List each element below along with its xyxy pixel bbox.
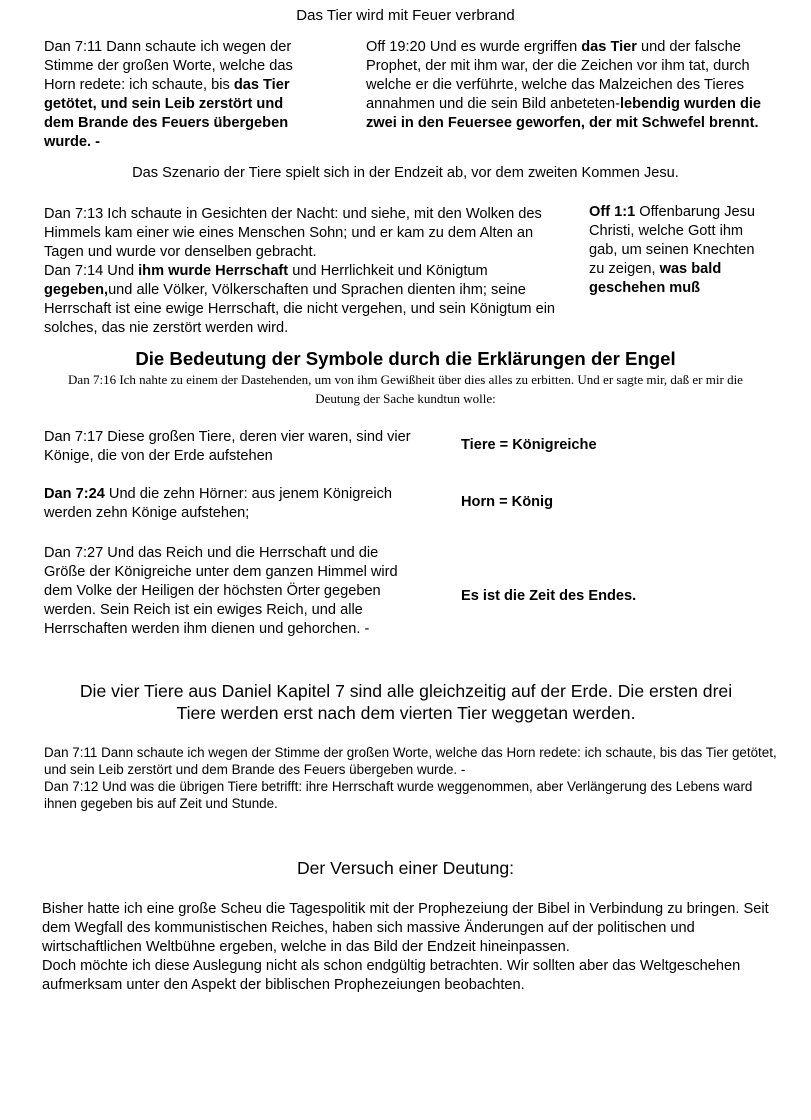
verse-off-1-1 — [589, 203, 757, 298]
symbol-meaning-2 — [461, 493, 553, 512]
verse-text: Und die zehn Hörner: aus jenem Königreich werden zehn Könige aufstehen; — [44, 486, 393, 521]
verse-ref: Off 19:20 — [366, 39, 426, 55]
verse-text: Und es wurde ergriffen — [425, 39, 582, 55]
verse-text: Dann schaute ich wegen der Stimme der großen Worte, welche das Horn redete: ich schaute, bis — [44, 39, 293, 93]
verse-text: Diese großen Tiere, deren vier waren, sind vier Könige, die von der Erde aufstehen — [44, 429, 411, 464]
verse-bold-text: was bald geschehen muß — [589, 261, 722, 296]
verse-ref: Dan 7:11 — [44, 39, 103, 55]
verse-ref: Dan 7:24 — [44, 486, 105, 502]
verse-dan-7-14 — [44, 262, 570, 338]
verse-bold-text: ihm wurde Herrschaft — [138, 263, 289, 279]
symbol-meaning-1 — [461, 436, 597, 455]
verse-dan-7-11 — [44, 38, 306, 152]
deutung-paragraph-1: Bisher hatte ich eine große Scheu die Tagespolitik mit der Prophezeiung der Bibel in Verbindung zu bringen. Seit dem Wegfall des kommunistischen Reiches, haben sich massive Änderungen auf der politischen und wirtschaftlichen Weltbühne ergeben, welche in das Bild der Endzeit hineinpassen. — [42, 901, 769, 955]
meaning-text: Horn = König — [461, 494, 554, 510]
symbol-meaning-3 — [461, 587, 636, 606]
symbol-verse-1 — [44, 428, 412, 466]
meaning-text: Tiere = Königreiche — [461, 437, 597, 453]
verse-dan-7-13-14 — [44, 205, 570, 338]
top-title: Das Tier wird mit Feuer verbrand — [296, 7, 515, 24]
verse-text: und Herrlichkeit und Königtum — [288, 263, 488, 279]
verse-dan-7-11-repeat: Dan 7:11 Dann schaute ich wegen der Stimme der großen Worte, welche das Horn redete: ich schaute, bis das Tier getötet, und sein Leib zerstört und dem Brande des Feuers übergeben wurde. - — [44, 745, 777, 777]
verse-off-19-20 — [366, 38, 762, 133]
symbols-heading: Die Bedeutung der Symbole durch die Erklärungen der Engel — [135, 348, 676, 369]
deutung-paragraph-2: Doch möchte ich diese Auslegung nicht als schon endgültig betrachten. Wir sollten aber das Weltgeschehen aufmerksam unter den Aspekt der biblischen Prophezeiungen beobachten. — [42, 958, 741, 993]
verse-bold-text: gegeben, — [44, 282, 109, 298]
symbol-verse-3 — [44, 544, 419, 639]
verse-text: Dan 7:14 Und — [44, 263, 139, 279]
verse-ref: Dan 7:27 — [44, 545, 104, 561]
four-beasts-statement: Die vier Tiere aus Daniel Kapitel 7 sind alle gleichzeitig auf der Erde. Die ersten drei Tiere werden erst nach dem vierten Tier weggetan werden. — [79, 681, 733, 723]
verse-ref: Off 1:1 — [589, 204, 636, 220]
verse-text: Und das Reich und die Herrschaft und die Größe der Königreiche unter dem ganzen Himmel wird dem Volke der Heiligen der höchsten Örter gegeben werden. Sein Reich ist ein ewiges Reich, und alle Herrschaften werden ihm dienen und gehorchen. - — [44, 545, 398, 637]
szenario-line: Das Szenario der Tiere spielt sich in der Endzeit ab, vor dem zweiten Kommen Jesu. — [132, 165, 679, 181]
deutung-text — [42, 900, 770, 995]
verse-dan-7-13: Dan 7:13 Ich schaute in Gesichten der Nacht: und siehe, mit den Wolken des Himmels kam einer wie eines Menschen Sohn; und er kam zu dem Alten an Tagen und wurde vor denselben gebracht. — [44, 206, 542, 260]
deutung-heading: Der Versuch einer Deutung: — [296, 858, 515, 878]
verse-text: Offenbarung Jesu Christi, welche Gott ihm gab, um seinen Knechten zu zeigen, — [589, 204, 756, 277]
verse-bold-text: lebendig wurden die zwei in den Feuersee geworfen, der mit Schwefel brennt. — [366, 96, 762, 131]
verse-dan-7-11-12 — [44, 744, 784, 812]
symbol-verse-2 — [44, 485, 412, 523]
verse-bold-text: das Tier getötet, und sein Leib zerstört und dem Brande des Feuers übergeben wurde. - — [44, 77, 290, 150]
verse-bold-text: das Tier — [581, 39, 637, 55]
verse-text: und der falsche Prophet, der mit ihm war, der die Zeichen vor ihm tat, durch welche er die verführte, welche das Malzeichen des Tieres annahmen und die sein Bild anbeteten- — [366, 39, 750, 112]
verse-ref: Dan 7:17 — [44, 429, 104, 445]
verse-text: und alle Völker, Völkerschaften und Sprachen dienten ihm; seine Herrschaft ist eine ewige Herrschaft, die nicht vergehen, und sein Königtum ein solches, das nie zerstört werden wird. — [44, 282, 556, 336]
verse-dan-7-16: Dan 7:16 Ich nahte zu einem der Dastehenden, um von ihm Gewißheit über dies alles zu erbitten. Und er sagte mir, daß er mir die Deutung der Sache kundtun wolle: — [68, 372, 743, 406]
verse-dan-7-12: Dan 7:12 Und was die übrigen Tiere betrifft: ihre Herrschaft wurde weggenommen, aber Verlängerung des Lebens ward ihnen gegeben bis auf Zeit und Stunde. — [44, 779, 753, 811]
meaning-text: Es ist die Zeit des Endes. — [461, 588, 637, 604]
